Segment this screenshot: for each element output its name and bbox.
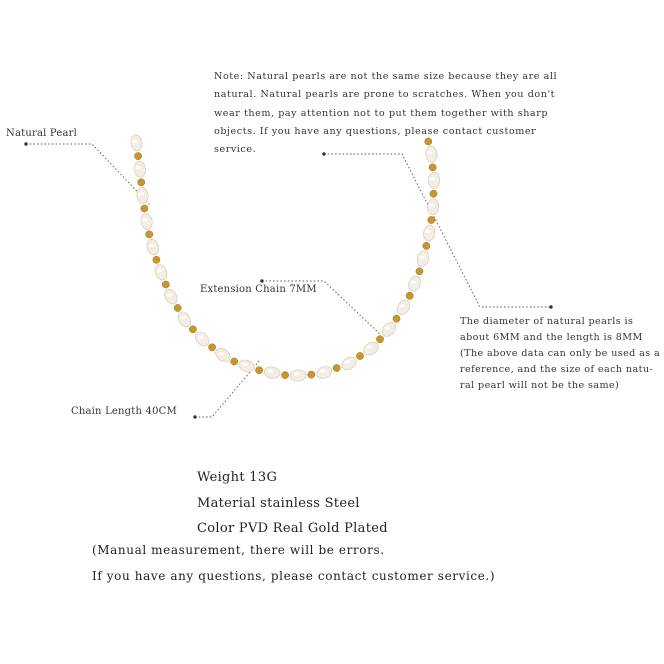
pearl-bead	[406, 274, 422, 293]
chain-length-label: Chain Length 40CM	[71, 406, 177, 417]
product-specs	[197, 465, 388, 542]
note-line: service.	[214, 144, 257, 156]
pearl-bead	[145, 238, 160, 256]
note-line: Note: Natural pearls are not the same size because they are all	[214, 71, 558, 82]
disclaimer-line-2: If you have any questions, please contact customer service.)	[92, 568, 496, 583]
gold-bead	[376, 336, 383, 343]
gold-bead	[428, 216, 435, 223]
pearl-highlight	[430, 177, 436, 180]
gold-bead	[153, 256, 160, 263]
pearl-bead	[162, 287, 180, 306]
leader-dot	[549, 305, 552, 308]
pearl-highlight	[157, 269, 163, 272]
pearl-bead	[339, 354, 359, 372]
pearl-highlight	[366, 346, 372, 349]
extension-chain-label: Extension Chain 7MM	[200, 284, 317, 295]
note-line: natural. Natural pearls are prone to scratches. When you don't	[214, 89, 556, 101]
gold-bead	[189, 326, 196, 333]
gold-bead	[423, 242, 430, 249]
necklace-beads	[130, 134, 440, 381]
gold-bead	[162, 281, 169, 288]
pearl-bead	[315, 365, 334, 381]
pearl-highlight	[166, 294, 172, 297]
pearl-highlight	[294, 372, 300, 375]
diameter-line: The diameter of natural pearls is	[460, 316, 634, 327]
pearl-diameter-info	[460, 314, 664, 394]
pearl-bead	[133, 160, 146, 177]
pearl-highlight	[410, 281, 416, 284]
pearl-highlight	[429, 204, 435, 207]
material-spec: Material stainless Steel	[197, 495, 360, 511]
pearl-care-note	[214, 68, 559, 159]
pearl-bead	[394, 298, 412, 317]
gold-bead	[146, 231, 153, 238]
note-line: wear them, pay attention not to put them together with sharp	[214, 107, 549, 119]
weight-spec: Weight 13G	[197, 470, 278, 485]
diameter-line: reference, and the size of each natu-	[460, 363, 654, 375]
measurement-disclaimer	[92, 538, 495, 589]
diameter-line: ral pearl will not be the same)	[460, 379, 620, 391]
pearl-highlight	[138, 192, 144, 195]
color-spec: Color PVD Real Gold Plated	[197, 521, 388, 536]
pearl-highlight	[132, 140, 138, 143]
pearl-bead	[130, 134, 143, 151]
pearl-highlight	[268, 370, 274, 373]
pearl-highlight	[242, 363, 248, 366]
pearl-highlight	[142, 218, 148, 221]
pearl-highlight	[198, 336, 204, 339]
leader-dot	[24, 142, 27, 145]
pearl-bead	[361, 340, 381, 358]
pearl-bead	[213, 346, 233, 364]
pearl-bead	[263, 366, 281, 380]
gold-bead	[209, 344, 216, 351]
gold-bead	[406, 292, 413, 299]
diameter-line: (The above data can only be used as a	[460, 347, 661, 359]
pearl-highlight	[419, 256, 425, 259]
pearl-bead	[416, 249, 431, 267]
pearl-bead	[140, 213, 154, 231]
leader-dot	[260, 279, 263, 282]
gold-bead	[429, 164, 436, 171]
gold-bead	[356, 352, 363, 359]
leader-dot	[193, 415, 196, 418]
gold-bead	[141, 205, 148, 212]
diameter-line: about 6MM and the length is 8MM	[460, 331, 643, 343]
gold-bead	[174, 304, 181, 311]
gold-bead	[333, 364, 340, 371]
pearl-highlight	[425, 230, 431, 233]
pearl-bead	[136, 187, 149, 204]
pearl-highlight	[399, 304, 405, 307]
gold-bead	[416, 268, 423, 275]
pearl-bead	[153, 263, 169, 282]
natural-pearl-label: Natural Pearl	[6, 128, 78, 139]
pearl-highlight	[345, 360, 351, 363]
pearl-bead	[290, 369, 307, 381]
pearl-highlight	[148, 244, 154, 247]
pearl-highlight	[320, 369, 326, 372]
gold-bead	[138, 179, 145, 186]
gold-bead	[430, 190, 437, 197]
pearl-highlight	[384, 326, 390, 329]
note-line: objects. If you have any questions, please contact customer	[214, 125, 537, 137]
pearl-bead	[427, 199, 439, 215]
pearl-highlight	[218, 352, 224, 355]
pearl-bead	[428, 172, 440, 188]
gold-bead	[256, 367, 263, 374]
pearl-highlight	[180, 316, 186, 319]
disclaimer-line-1: (Manual measurement, there will be errors.	[92, 543, 385, 557]
pearl-highlight	[135, 166, 141, 169]
gold-bead	[393, 315, 400, 322]
pearl-bead	[237, 358, 256, 374]
gold-bead	[282, 372, 289, 379]
pearl-bead	[176, 310, 194, 329]
natural-pearl-leader	[26, 144, 150, 205]
gold-bead	[135, 153, 142, 160]
gold-bead	[308, 371, 315, 378]
pearl-bead	[422, 224, 436, 242]
gold-bead	[231, 358, 238, 365]
